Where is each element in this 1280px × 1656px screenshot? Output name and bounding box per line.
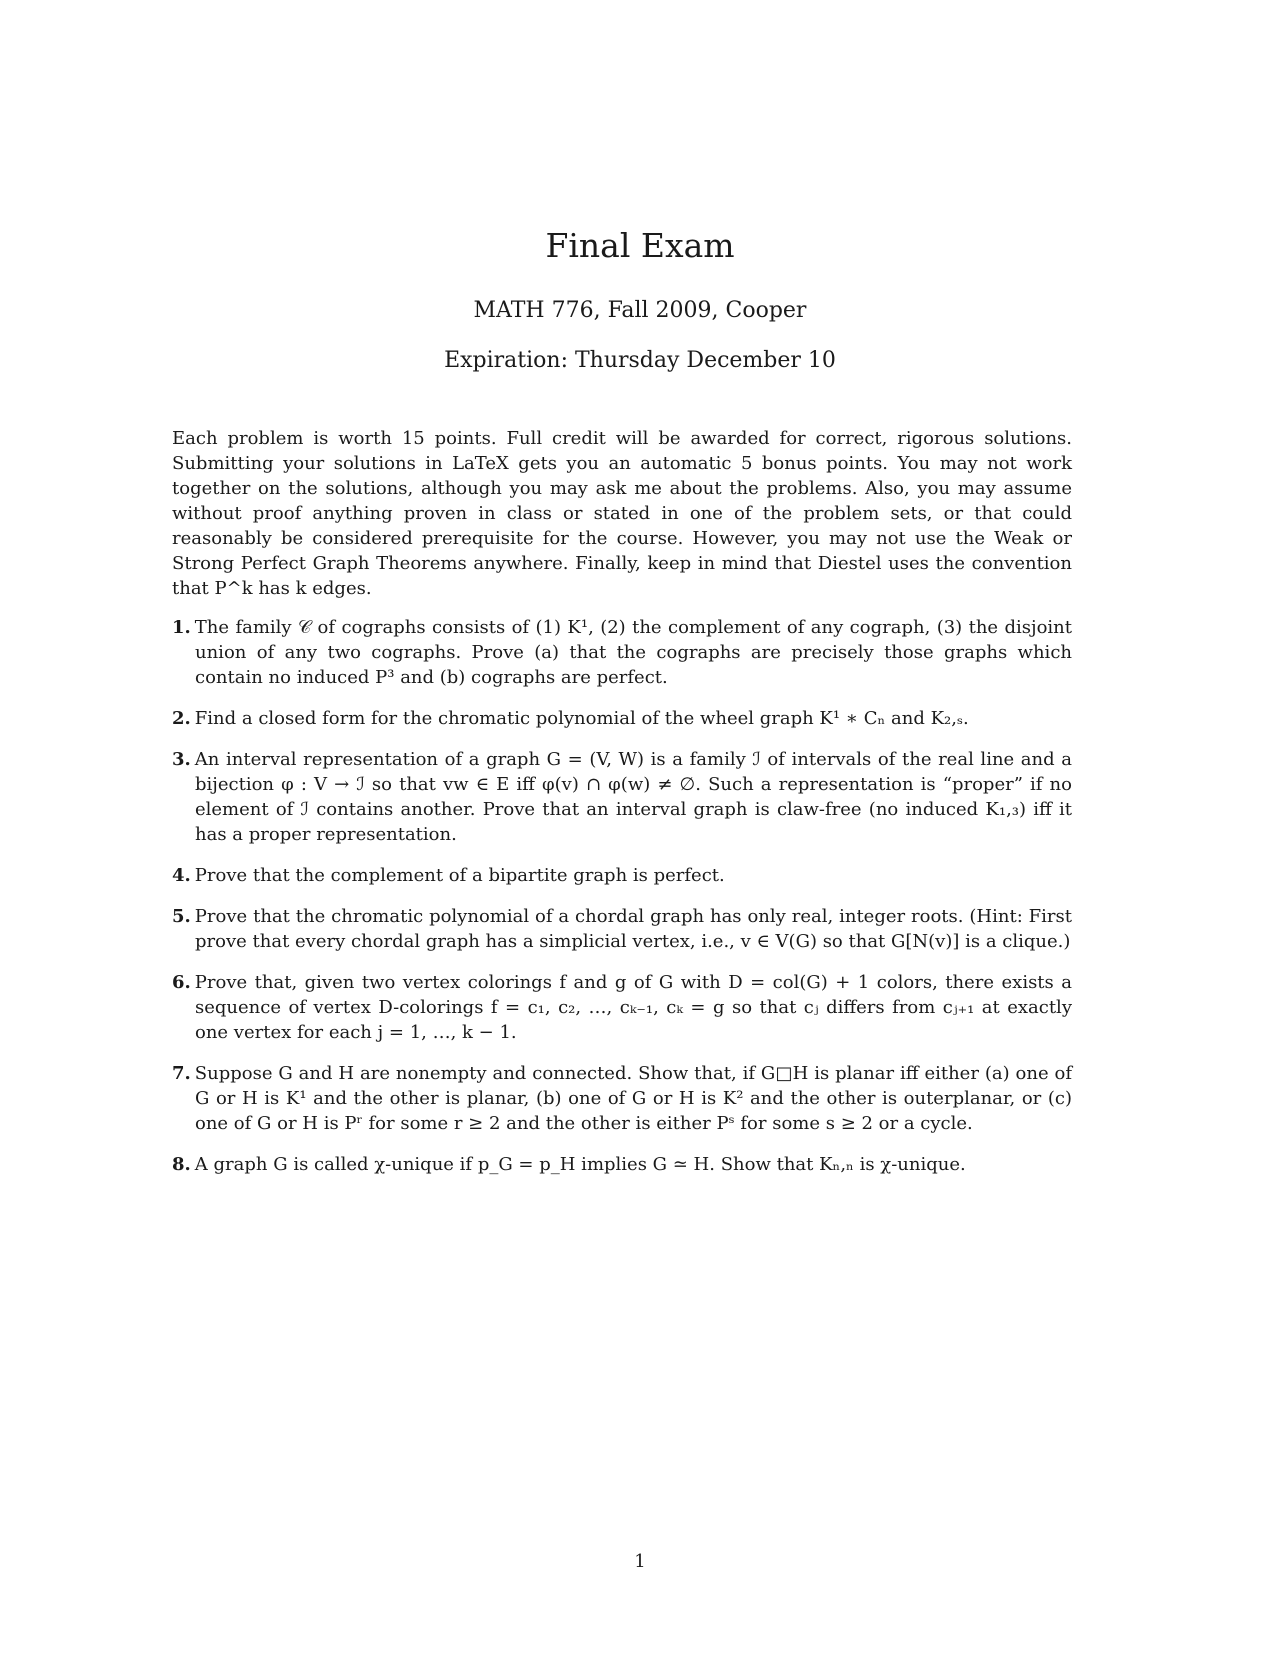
- page-title: Final Exam: [545, 226, 735, 265]
- problem-number: 3.: [172, 749, 191, 770]
- problem-item: [172, 1061, 1072, 1136]
- problem-text: The family 𝒞 of cographs consists of (1) K¹, (2) the complement of any cograph, (3) the disjoint union of any two cographs. Prove (a) that the cographs are precisely those graphs which contain no induced P³ and (b) cographs are perfect.: [194, 617, 1072, 688]
- problem-item: [172, 706, 1072, 731]
- problem-number: 8.: [172, 1154, 191, 1175]
- problem-list: [172, 615, 1072, 1177]
- problem-text: Prove that, given two vertex colorings f and g of G with D = col(G) + 1 colors, there exists a sequence of vertex D-colorings f = c₁, c₂, …, cₖ₋₁, cₖ = g so that cⱼ differs from cⱼ₊₁ at exactly one vertex for each j = 1, …, k − 1.: [194, 972, 1072, 1043]
- problem-text: Find a closed form for the chromatic polynomial of the wheel graph K¹ ∗ Cₙ and K₂,ₛ.: [194, 708, 969, 729]
- problem-item: [172, 904, 1072, 954]
- problem-text: Prove that the chromatic polynomial of a chordal graph has only real, integer roots. (Hint: First prove that every chordal graph has a simplicial vertex, i.e., v ∈ V(G) so that G[N(v)] is a clique.): [194, 906, 1072, 952]
- problem-item: [172, 747, 1072, 847]
- problem-text: An interval representation of a graph G = (V, W) is a family ℐ of intervals of the real line and a bijection φ : V → ℐ so that vw ∈ E iff φ(v) ∩ φ(w) ≠ ∅. Such a representation is “proper” if no element of ℐ contains another. Prove that an interval graph is claw-free (no induced K₁,₃) iff it has a proper representation.: [194, 749, 1072, 845]
- problem-number: 6.: [172, 972, 191, 993]
- problem-text: A graph G is called χ-unique if p_G = p_H implies G ≃ H. Show that Kₙ,ₙ is χ-unique.: [194, 1154, 966, 1175]
- problem-number: 2.: [172, 708, 191, 729]
- page-number: 1: [634, 1551, 646, 1572]
- problem-text: Prove that the complement of a bipartite graph is perfect.: [194, 865, 725, 886]
- problem-number: 7.: [172, 1063, 191, 1084]
- problem-number: 4.: [172, 865, 191, 886]
- problem-item: [172, 615, 1072, 690]
- problem-item: [172, 863, 1072, 888]
- instructions-paragraph: Each problem is worth 15 points. Full credit will be awarded for correct, rigorous solutions. Submitting your solutions in LaTeX gets you an automatic 5 bonus points. You may not work together on the solutions, although you may ask me about the problems. Also, you may assume without proof anything proven in class or stated in one of the problem sets, or that could reasonably be considered prerequisite for the course. However, you may not use the Weak or Strong Perfect Graph Theorems anywhere. Finally, keep in mind that Diestel uses the convention that P^k has k edges.: [172, 428, 1072, 599]
- problem-item: [172, 1152, 1072, 1177]
- problem-item: [172, 970, 1072, 1045]
- problem-text: Suppose G and H are nonempty and connected. Show that, if G□H is planar iff either (a) one of G or H is K¹ and the other is planar, (b) one of G or H is K² and the other is outerplanar, or (c) one of G or H is Pʳ for some r ≥ 2 and the other is either Pˢ for some s ≥ 2 or a cycle.: [194, 1063, 1072, 1134]
- problem-number: 5.: [172, 906, 191, 927]
- course-info: MATH 776, Fall 2009, Cooper: [473, 298, 807, 323]
- expiration-date: Expiration: Thursday December 10: [444, 348, 836, 373]
- problem-number: 1.: [172, 617, 191, 638]
- exam-body: [172, 426, 1072, 1193]
